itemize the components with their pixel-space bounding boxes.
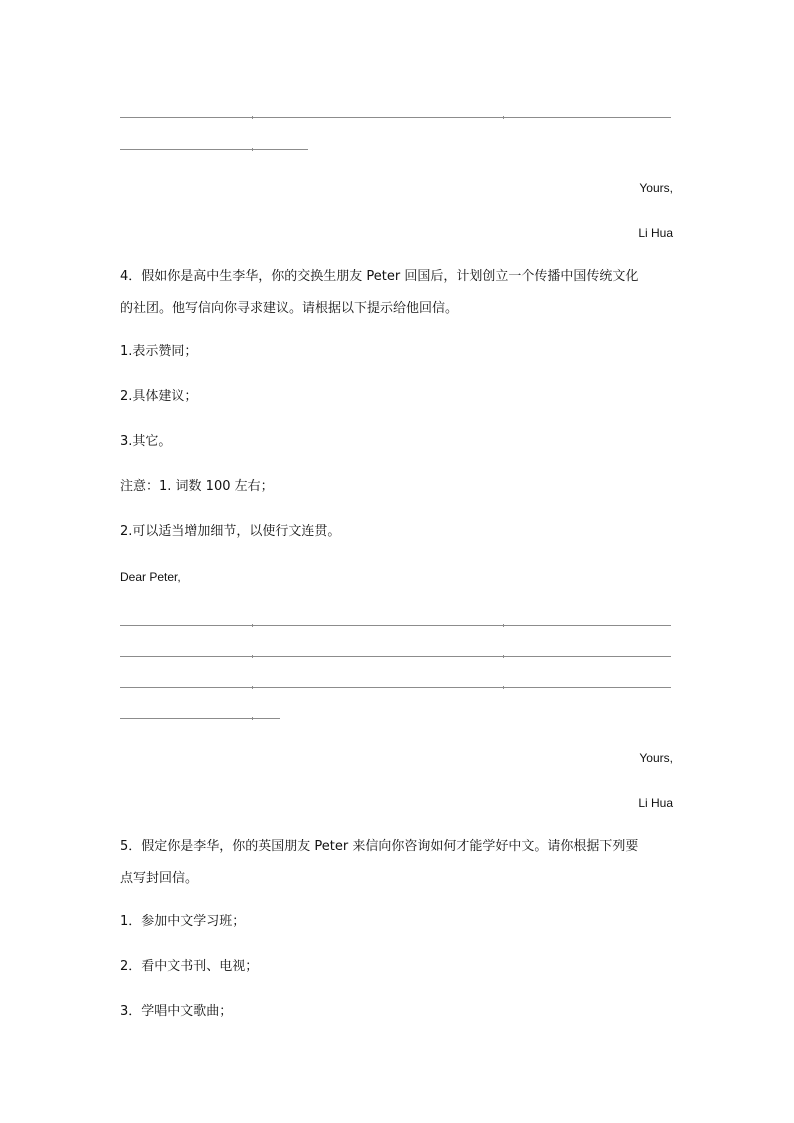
line-tick: [503, 624, 504, 627]
question-5-point-1: 1．参加中文学习班；: [120, 914, 246, 929]
line-tick: [252, 686, 253, 689]
closing-yours: Yours,: [639, 181, 673, 195]
answer-line: [120, 625, 671, 626]
line-tick: [252, 116, 253, 119]
question-5-prompt-line2: 点写封回信。: [120, 871, 199, 886]
line-tick: [252, 717, 253, 720]
signature-li-hua: Li Hua: [638, 796, 673, 810]
question-4-prompt-line1: 4．假如你是高中生李华，你的交换生朋友 Peter 回国后，计划创立一个传播中国传统文化: [120, 269, 639, 284]
question-5-point-3: 3．学唱中文歌曲；: [120, 1004, 233, 1019]
question-5-prompt-line1: 5．假定你是李华，你的英国朋友 Peter 来信向你咨询如何才能学好中文。请你根据下列要: [120, 839, 639, 854]
question-4-note: 注意：1. 词数 100 左右；: [120, 479, 274, 494]
answer-line: [120, 656, 671, 657]
answer-line: [120, 149, 308, 150]
answer-line: [120, 687, 671, 688]
signature-li-hua: Li Hua: [638, 226, 673, 240]
line-tick: [503, 686, 504, 689]
question-4-note-2: 2.可以适当增加细节，以使行文连贯。: [120, 524, 341, 539]
line-tick: [252, 148, 253, 151]
question-4-point-1: 1.表示赞同；: [120, 344, 198, 359]
line-tick: [252, 624, 253, 627]
answer-line: [120, 117, 671, 118]
salutation-dear-peter: Dear Peter,: [120, 570, 181, 584]
answer-line: [120, 718, 280, 719]
question-5-point-2: 2．看中文书刊、电视；: [120, 959, 259, 974]
question-4-prompt-line2: 的社团。他写信向你寻求建议。请根据以下提示给他回信。: [120, 301, 459, 316]
question-4-point-3: 3.其它。: [120, 434, 172, 449]
line-tick: [252, 655, 253, 658]
line-tick: [503, 655, 504, 658]
question-4-point-2: 2.具体建议；: [120, 389, 198, 404]
line-tick: [503, 116, 504, 119]
closing-yours: Yours,: [639, 751, 673, 765]
